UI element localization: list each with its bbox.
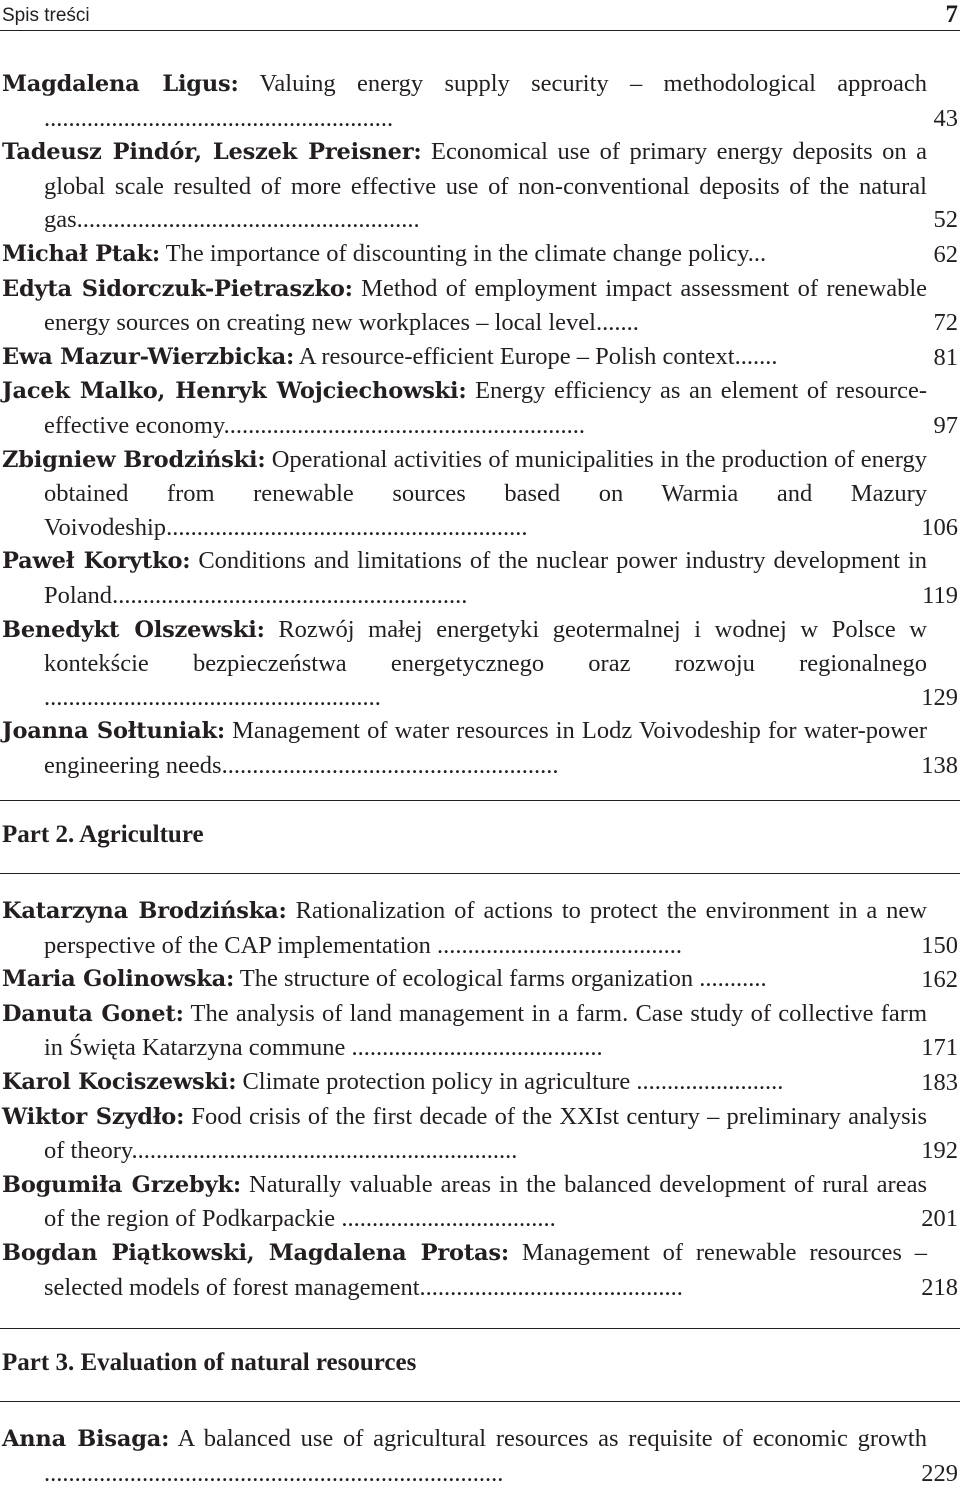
toc-section-natural-resources [0, 1422, 960, 1490]
toc-section-energy [0, 67, 960, 782]
entry-author: Ewa Mazur-Wierzbicka: [2, 343, 295, 370]
entry-author: Paweł Korytko: [2, 548, 191, 575]
toc-entry[interactable] [0, 613, 960, 715]
toc-entry[interactable] [0, 67, 960, 135]
entry-leader-dots: ............................................................... [131, 1137, 518, 1165]
toc-entry[interactable] [0, 1168, 960, 1236]
entry-author: Zbigniew Brodziński: [2, 446, 266, 473]
toc-entry[interactable] [0, 237, 960, 272]
entry-leader-dots: ....................................................... [44, 683, 381, 711]
entry-author: Danuta Gonet: [2, 1000, 184, 1027]
toc-entry[interactable] [0, 135, 960, 237]
entry-page-number: 218 [921, 1273, 958, 1301]
toc-entry[interactable] [0, 1236, 960, 1304]
entry-leader-dots: ................................... [335, 1205, 556, 1233]
toc-entry[interactable] [0, 1100, 960, 1168]
entry-leader-dots: ....... [595, 309, 639, 337]
entry-author: Benedykt Olszewski: [2, 616, 265, 643]
entry-title: Valuing energy supply security – methodological approach [259, 70, 927, 97]
section-divider [0, 873, 960, 874]
entry-page-number: 138 [921, 751, 958, 779]
entry-author: Jacek Malko, Henryk Wojciechowski: [2, 378, 467, 405]
entry-page-number: 171 [921, 1034, 958, 1062]
entry-title: Rozwój małej energetyki geotermalnej i wodnej w Polsce w kontekście bezpieczeństwa energetycznego oraz rozwoju regionalnego [44, 615, 927, 678]
entry-title: The importance of discounting in the climate change policy [165, 239, 748, 267]
entry-title: Method of employment impact assessment of renewable energy sources on creating new workplaces – local level [44, 274, 927, 337]
entry-page-number: 201 [921, 1205, 958, 1233]
toc-entry[interactable] [0, 272, 960, 340]
entry-page-number: 52 [933, 206, 958, 234]
running-header [0, 0, 960, 31]
entry-page-number: 97 [933, 411, 958, 439]
entry-title: Rationalization of actions to protect the environment in a new perspective of the CAP implementation [44, 897, 927, 959]
entry-page-number: 129 [921, 683, 958, 711]
entry-author: Karol Kociszewski: [2, 1068, 237, 1095]
entry-title: Conditions and limitations of the nuclear power industry development in Poland [44, 547, 928, 609]
entry-title: The analysis of land management in a farm. Case study of collective farm in Święta Katarzyna commune [44, 999, 927, 1062]
section-divider [0, 1328, 960, 1329]
toc-entry[interactable] [0, 997, 960, 1065]
part-title-natural-resources: Part 3. Evaluation of natural resources [2, 1349, 417, 1376]
toc-entry[interactable] [0, 340, 960, 375]
entry-title: A resource-efficient Europe – Polish context [298, 342, 735, 370]
toc-entry[interactable] [0, 894, 960, 962]
entry-page-number: 162 [921, 966, 958, 994]
entry-leader-dots: ......................................... [345, 1034, 603, 1062]
entry-page-number: 43 [933, 104, 958, 132]
entry-page-number: 106 [921, 513, 958, 541]
toc-entry[interactable] [0, 1065, 960, 1100]
entry-page-number: 192 [921, 1137, 958, 1165]
entry-page-number: 81 [933, 343, 958, 371]
entry-author: Bogumiła Grzebyk: [2, 1171, 241, 1198]
entry-title: Naturally valuable areas in the balanced development of rural areas of the region of Podkarpackie [44, 1170, 928, 1233]
entry-author: Edyta Sidorczuk-Pietraszko: [2, 275, 353, 302]
header-page-number: 7 [945, 1, 958, 28]
entry-page-number: 229 [921, 1459, 958, 1487]
entry-author: Tadeusz Pindór, Leszek Preisner: [2, 139, 422, 166]
entry-author: Wiktor Szydło: [2, 1103, 185, 1130]
entry-title: Management of renewable resources – selected models of forest management [44, 1238, 928, 1301]
entry-leader-dots: .......................................................... [112, 581, 468, 609]
entry-page-number: 150 [921, 931, 958, 959]
toc-entry[interactable] [0, 443, 960, 545]
toc-entry[interactable] [0, 962, 960, 997]
entry-author: Bogdan Piątkowski, Magdalena Protas: [2, 1239, 510, 1266]
section-divider [0, 800, 960, 801]
entry-author: Magdalena Ligus: [2, 71, 239, 97]
entry-leader-dots: ......................................................... [44, 104, 394, 132]
toc-entry[interactable] [0, 374, 960, 442]
entry-leader-dots: ... [747, 239, 767, 267]
entry-author: Anna Bisaga: [2, 1426, 170, 1452]
entry-title: Food crisis of the first decade of the XXIst century – preliminary analysis of theory [44, 1102, 927, 1165]
entry-page-number: 183 [921, 1068, 958, 1096]
entry-leader-dots: ........................................................ [76, 206, 420, 234]
entry-title: Operational activities of municipalities in the production of energy obtained from renewable sources based on Warmia and Mazury Voivodeship [44, 445, 927, 541]
entry-page-number: 72 [933, 309, 958, 337]
header-title: Spis treści [2, 5, 90, 26]
entry-leader-dots: ........................................... [419, 1273, 683, 1301]
entry-author: Katarzyna Brodzińska: [2, 898, 287, 924]
section-divider [0, 1401, 960, 1402]
entry-page-number: 62 [933, 240, 958, 268]
entry-page-number: 119 [922, 581, 958, 609]
entry-title: A balanced use of agricultural resources as requisite of economic growth [177, 1425, 927, 1452]
entry-leader-dots: ........................................................... [223, 411, 585, 439]
toc-entry[interactable] [0, 714, 960, 782]
toc-entry[interactable] [0, 1422, 960, 1490]
entry-author: Michał Ptak: [2, 240, 160, 267]
entry-title: Economical use of primary energy deposits on a global scale resulted of more effective use of non-conventional deposits of the natural gas [44, 138, 928, 234]
part-title-agriculture: Part 2. Agriculture [2, 821, 204, 848]
entry-leader-dots: ........................................................................... [44, 1459, 504, 1487]
entry-leader-dots: ........... [693, 965, 767, 993]
entry-leader-dots: ........................................ [430, 931, 683, 959]
entry-leader-dots: ........................................................... [166, 513, 528, 541]
entry-title: Energy efficiency as an element of resource-effective economy [44, 377, 927, 439]
toc-entry[interactable] [0, 544, 960, 612]
entry-author: Maria Golinowska: [2, 966, 235, 993]
entry-title: Management of water resources in Lodz Voivodeship for water-power engineering needs [44, 717, 927, 779]
entry-title: The structure of ecological farms organization [239, 965, 694, 993]
entry-author: Joanna Sołtuniak: [2, 718, 225, 745]
toc-section-agriculture [0, 894, 960, 1304]
entry-leader-dots: ........................ [630, 1067, 784, 1095]
entry-leader-dots: ....... [734, 342, 778, 370]
entry-title: Climate protection policy in agriculture [242, 1067, 631, 1095]
entry-leader-dots: ....................................................... [221, 751, 559, 779]
